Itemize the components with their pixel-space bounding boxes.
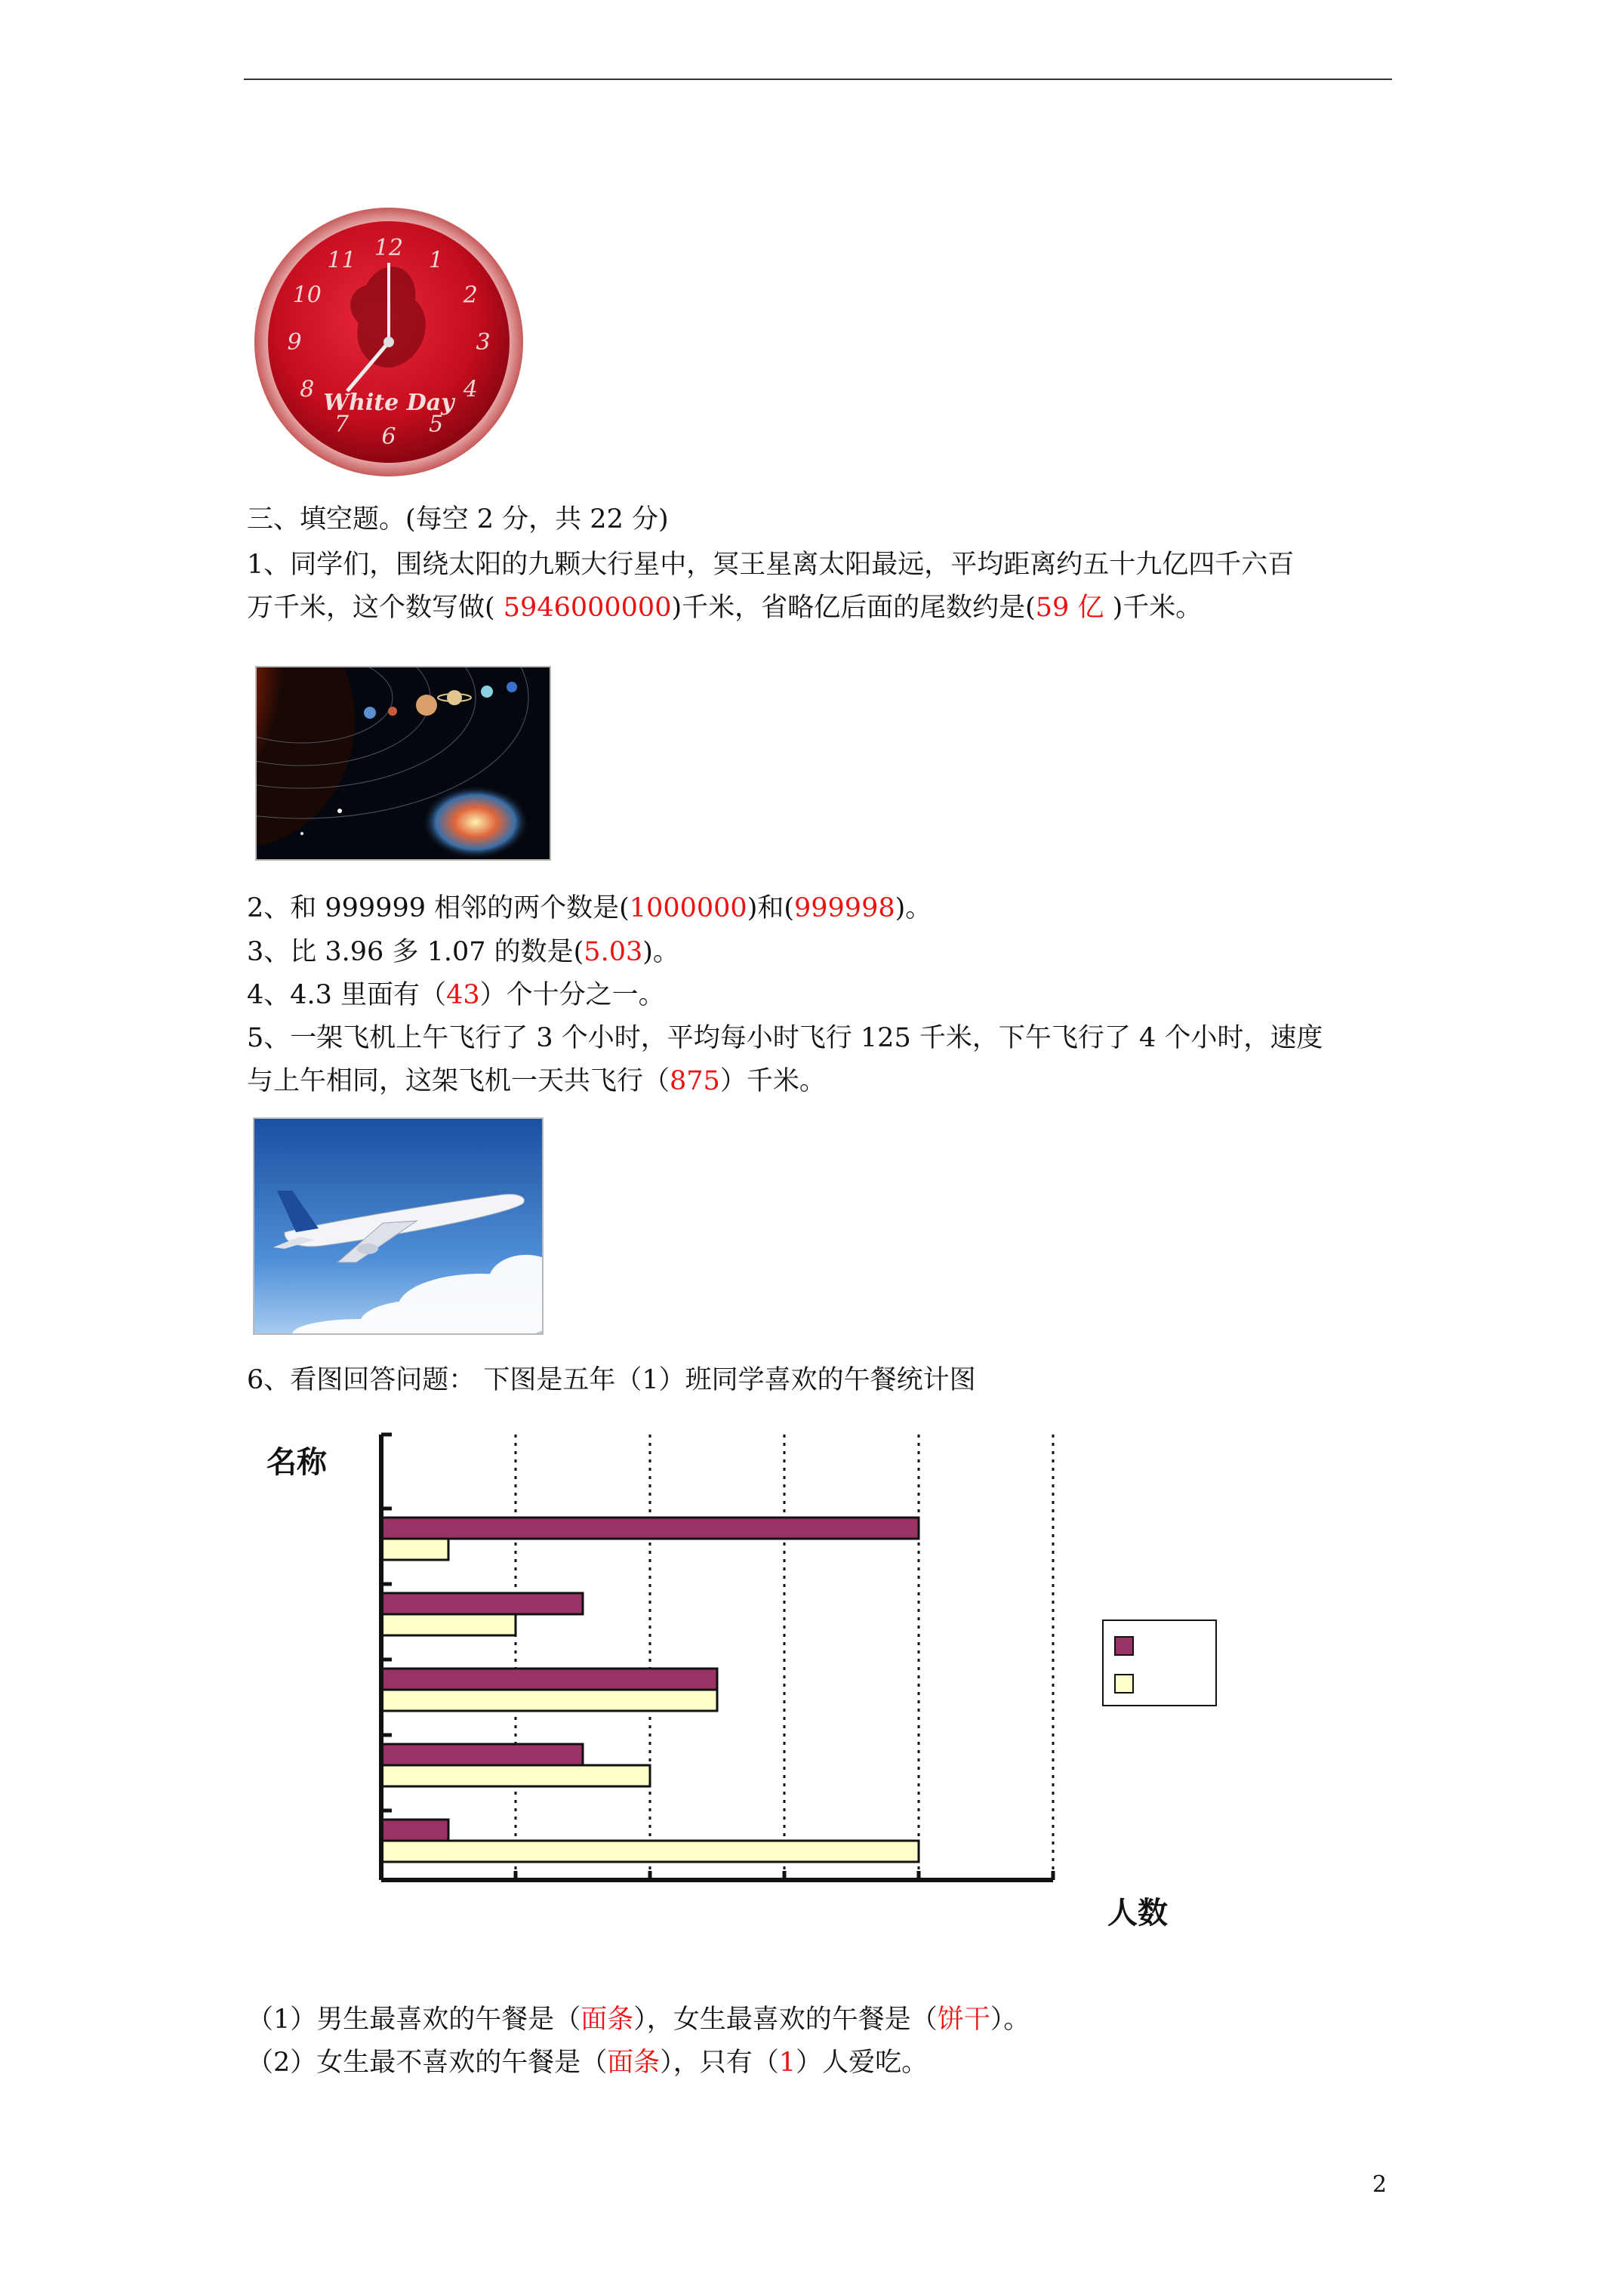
clock-number: 5 — [428, 411, 444, 438]
bar-male-3 — [381, 1669, 717, 1690]
page-number: 2 — [1372, 2171, 1387, 2198]
q2-answer-2: 999998 — [794, 893, 895, 923]
q1-text-b: )千米，省略亿后面的尾数约是( — [671, 593, 1036, 623]
q2-text-b: )和( — [747, 893, 794, 923]
sub1-answer-2: 饼干 — [937, 2005, 990, 2035]
clock-number: 6 — [381, 424, 396, 450]
clock-number: 1 — [428, 247, 444, 274]
clock-number: 11 — [327, 247, 356, 274]
sub2-line — [247, 2048, 928, 2078]
q2-text-c: )。 — [895, 893, 932, 923]
clock-number: 12 — [374, 235, 404, 261]
q1-text-c: )千米。 — [1104, 593, 1203, 623]
q4-text-b: ）个十分之一。 — [479, 980, 665, 1010]
section-title: 三、填空题。(每空 2 分，共 22 分) — [247, 504, 669, 535]
bar-female-2 — [381, 1614, 516, 1635]
q5-text-b: ）千米。 — [719, 1066, 826, 1096]
bar-female-5 — [381, 1841, 919, 1862]
sub2-text-b: ），只有（ — [660, 2048, 779, 2078]
q1-line1: 1、同学们，围绕太阳的九颗大行星中，冥王星离太阳最远，平均距离约五十九亿四千六百 — [247, 550, 1295, 580]
legend-swatch-female — [1114, 1674, 1134, 1693]
q6-line: 6、看图回答问题： 下图是五年（1）班同学喜欢的午餐统计图 — [247, 1365, 976, 1395]
sub2-answer-1: 面条 — [607, 2048, 661, 2078]
q1-text-a: 万千米，这个数写做( — [247, 593, 495, 623]
clock-number: 8 — [300, 376, 315, 403]
q2-answer-1: 1000000 — [629, 893, 747, 923]
clock-number: 7 — [334, 411, 350, 438]
chart-x-label: 人数 — [1107, 1896, 1168, 1931]
q3-answer: 5.03 — [584, 937, 643, 967]
clock-number: 9 — [287, 329, 302, 356]
q1-answer-2: 59 亿 — [1035, 593, 1104, 623]
sub1-text-b: ），女生最喜欢的午餐是（ — [633, 2005, 938, 2035]
bar-male-4 — [381, 1744, 583, 1765]
clock-number: 2 — [463, 282, 478, 309]
q1-answer-1: 5946000000 — [494, 593, 672, 623]
q4-text-a: 4、4.3 里面有（ — [247, 980, 447, 1010]
sub2-text-c: ）人爱吃。 — [796, 2048, 929, 2078]
sub1-text-a: （1）男生最喜欢的午餐是（ — [247, 2005, 581, 2035]
q4-answer: 43 — [446, 980, 480, 1010]
clock-number: 3 — [476, 329, 491, 356]
legend-swatch-male — [1114, 1636, 1134, 1656]
clock-number: 10 — [292, 282, 322, 309]
bar-male-1 — [381, 1518, 919, 1539]
chart-y-label: 名称 — [266, 1445, 327, 1480]
q3-text-a: 3、比 3.96 多 1.07 的数是( — [247, 937, 584, 967]
q5-text-a: 与上午相同，这架飞机一天共飞行（ — [247, 1066, 670, 1096]
sub2-text-a: （2）女生最不喜欢的午餐是（ — [247, 2048, 608, 2078]
sub1-line — [247, 2005, 1030, 2035]
clock-brand-text: White Day — [323, 390, 454, 416]
clock-number: 4 — [463, 376, 478, 403]
q3-text-b: )。 — [642, 937, 679, 967]
chart-legend — [1102, 1620, 1217, 1706]
sub1-text-c: ）。 — [990, 2005, 1030, 2035]
q5-answer: 875 — [670, 1066, 720, 1096]
sub1-answer-1: 面条 — [581, 2005, 634, 2035]
bar-female-3 — [381, 1690, 717, 1711]
q5-line1: 5、一架飞机上午飞行了 3 个小时，平均每小时飞行 125 千米，下午飞行了 4 个小时，速度 — [247, 1023, 1323, 1053]
bar-female-1 — [381, 1539, 448, 1560]
bar-male-2 — [381, 1593, 583, 1614]
bar-male-5 — [381, 1820, 448, 1841]
q2-text-a: 2、和 999999 相邻的两个数是( — [247, 893, 630, 923]
sub2-answer-2: 1 — [778, 2048, 796, 2078]
bar-female-4 — [381, 1765, 650, 1786]
